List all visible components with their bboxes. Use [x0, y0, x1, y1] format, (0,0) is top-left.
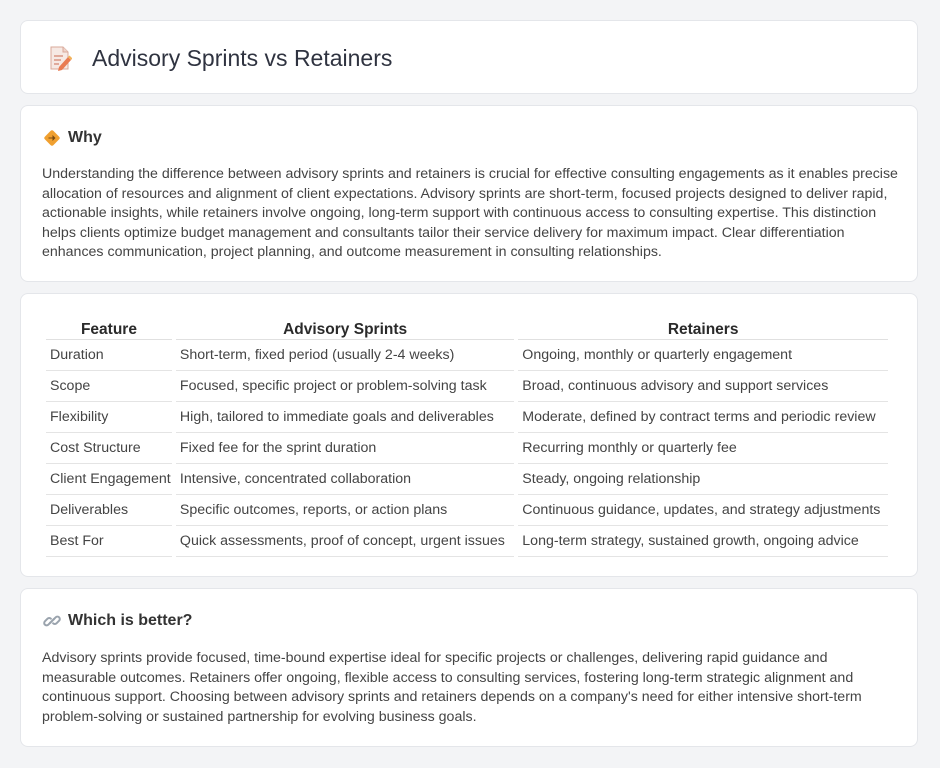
why-section	[20, 105, 918, 282]
row-retainers: Long-term strategy, sustained growth, ongoing advice	[518, 526, 888, 557]
page-title: Advisory Sprints vs Retainers	[92, 45, 393, 71]
header-feature: Feature	[46, 317, 172, 340]
comparison-section	[20, 293, 918, 577]
row-retainers: Continuous guidance, updates, and strategy adjustments	[518, 495, 888, 526]
table-row	[46, 402, 888, 433]
why-text: Understanding the difference between advisory sprints and retainers is crucial for effective consulting engagements as it enables precise allocation of resources and alignment of client expectations. Advisory sprints are short-term, focused projects designed to deliver rapid, actionable insights, while retainers involve ongoing, long-term support with continuous access to consulting expertise. This distinction helps clients optimize budget management and consultants tailor their service delivery for maximum impact. Clear differentiation enhances communication, project planning, and outcome measurement in consulting relationships.	[42, 166, 898, 261]
which-text: Advisory sprints provide focused, time-bound expertise ideal for specific projects or challenges, delivering rapid guidance and measurable outcomes. Retainers offer ongoing, flexible access to consulting services, fostering long-term strategic alignment and continuous support. Choosing between advisory sprints and retainers depends on a company's need for either intensive short-term problem-solving or sustained partnership for evolving business goals.	[42, 650, 862, 725]
which-heading: Which is better?	[68, 612, 193, 629]
table-row	[46, 526, 888, 557]
table-header-row	[46, 317, 888, 340]
table-row	[46, 464, 888, 495]
row-retainers: Broad, continuous advisory and support services	[518, 371, 888, 402]
row-feature: Flexibility	[46, 402, 172, 433]
link-icon	[43, 612, 61, 630]
why-heading: Why	[68, 129, 102, 146]
document-pencil-icon	[48, 45, 72, 71]
row-sprints: Fixed fee for the sprint duration	[176, 433, 514, 464]
row-sprints: Quick assessments, proof of concept, urgent issues	[176, 526, 514, 557]
row-retainers: Recurring monthly or quarterly fee	[518, 433, 888, 464]
table-row	[46, 340, 888, 371]
row-sprints: High, tailored to immediate goals and deliverables	[176, 402, 514, 433]
title-card	[20, 20, 918, 94]
header-retainers: Retainers	[518, 317, 888, 340]
row-feature: Best For	[46, 526, 172, 557]
which-section	[20, 588, 918, 747]
row-sprints: Specific outcomes, reports, or action plans	[176, 495, 514, 526]
row-feature: Client Engagement	[46, 464, 172, 495]
comparison-table	[42, 317, 892, 557]
row-feature: Deliverables	[46, 495, 172, 526]
row-retainers: Moderate, defined by contract terms and periodic review	[518, 402, 888, 433]
row-feature: Duration	[46, 340, 172, 371]
row-sprints: Short-term, fixed period (usually 2-4 weeks)	[176, 340, 514, 371]
diamond-arrow-icon	[43, 129, 61, 147]
table-row	[46, 371, 888, 402]
table-row	[46, 495, 888, 526]
row-retainers: Ongoing, monthly or quarterly engagement	[518, 340, 888, 371]
row-retainers: Steady, ongoing relationship	[518, 464, 888, 495]
header-advisory-sprints: Advisory Sprints	[176, 317, 514, 340]
row-sprints: Intensive, concentrated collaboration	[176, 464, 514, 495]
row-feature: Scope	[46, 371, 172, 402]
row-feature: Cost Structure	[46, 433, 172, 464]
table-row	[46, 433, 888, 464]
row-sprints: Focused, specific project or problem-solving task	[176, 371, 514, 402]
